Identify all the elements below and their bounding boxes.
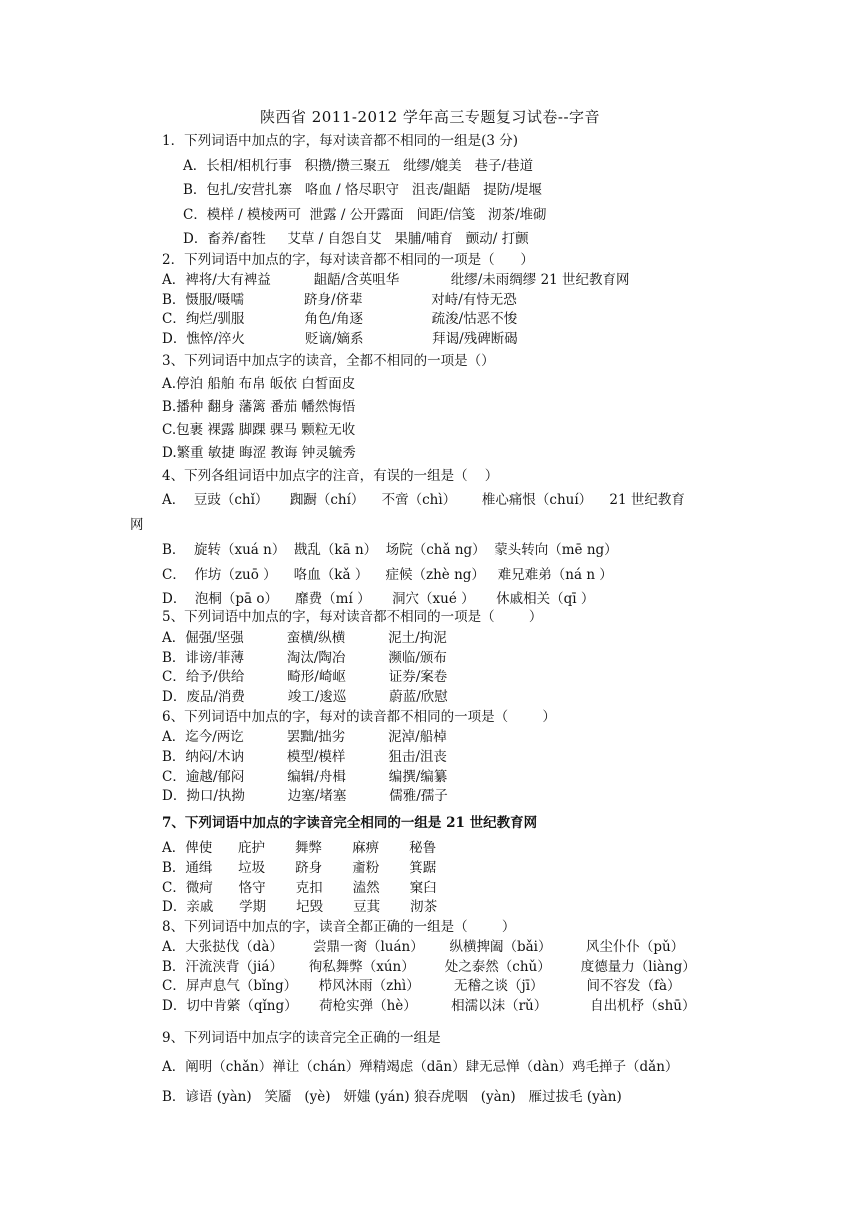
text-line: A．大张挞伐（dà） 尝鼎一脔（luán） 纵横捭阖（bǎi） 风尘仆仆（pǔ）	[162, 939, 685, 955]
text-line: 6、下列词语中加点的字，每对的读音都不相同的一项是（ ）	[162, 709, 556, 725]
text-line: A．俾使 庇护 舞弊 麻痹 秘鲁	[162, 840, 437, 856]
text-line: D．畜养/畜牲 艾草 / 自怨自艾 果脯/哺育 颤动/ 打颤	[183, 231, 529, 247]
text-line: B．通缉 垃圾 跻身 齑粉 箕踞	[162, 860, 437, 876]
text-line: B．汗流浃背（jiá） 徇私舞弊（xún） 处之泰然（chǔ） 度德量力（liàng）	[162, 959, 696, 975]
text-line: B．诽谤/菲薄 淘汰/陶冶 濒临/颁布	[162, 650, 447, 666]
text-line: D．切中肯綮（qǐng） 荷枪实弹（hè） 相濡以沫（rǔ） 自出机杼（shū）	[162, 998, 696, 1014]
text-line: B．慑服/嗫嚅 跻身/侪辈 对峙/有恃无恐	[162, 292, 517, 308]
text-line: A．裨将/大有裨益 龃龉/含英咀华 纰缪/未雨绸缪 21 世纪教育网	[162, 272, 630, 288]
text-line: C.包裹 裸露 脚踝 骒马 颗粒无收	[162, 422, 356, 438]
text-line: D.繁重 敏捷 晦涩 教诲 钟灵毓秀	[162, 445, 356, 461]
text-line: C．绚烂/驯服 角色/角逐 疏浚/怙恶不悛	[162, 311, 518, 327]
text-line: 2．下列词语中加点的字，每对读音都不相同的一项是（ ）	[162, 252, 534, 268]
text-line: 3、下列词语中加点字的读音，全都不相同的一项是（）	[162, 353, 495, 369]
text-line: C．模样 / 模棱两可 泄露 / 公开露面 间距/信笺 沏茶/堆砌	[183, 207, 547, 223]
text-line: B．纳闷/木讷 模型/模样 狙击/沮丧	[162, 749, 447, 765]
text-line: B．谚语 (yàn) 笑靥 (yè) 妍媸 (yán) 狼吞虎咽 (yàn) 雁过拔毛 (yàn)	[162, 1089, 622, 1105]
text-line: D．亲戚 学期 圮毁 豆萁 沏茶	[162, 899, 438, 915]
text-line: 网	[130, 517, 144, 533]
text-line: B． 旋转（xuá n） 戡乱（kā n） 场院（chǎ ng） 蒙头转向（mē ng）	[162, 542, 618, 558]
text-line: A．迄今/两讫 罢黜/拙劣 泥淖/船棹	[162, 729, 447, 745]
text-line: D． 泡桐（pā o） 靡费（mí ） 洞穴（xué ） 休戚相关（qī ）	[162, 591, 595, 607]
text-line: 5、下列词语中加点的字，每对读音都不相同的一项是（ ）	[162, 609, 543, 625]
text-line: 1．下列词语中加点的字，每对读音都不相同的一组是(3 分)	[162, 133, 519, 149]
text-line: B．包扎/安营扎寨 咯血 / 恪尽职守 沮丧/龃龉 提防/堤堰	[183, 182, 542, 198]
text-line: 8、下列词语中加点的字，读音全都正确的一组是（ ）	[162, 919, 516, 935]
text-line: A． 豆豉（chǐ） 踟蹰（chí） 不啻（chì） 椎心痛恨（chuí） 21 世纪教育	[162, 492, 685, 508]
text-line: B.播种 翻身 藩篱 番茄 幡然悔悟	[162, 399, 356, 415]
text-line: C．逾越/郁闷 编辑/舟楫 编撰/编纂	[162, 769, 448, 785]
text-line: A．长相/相机行事 积攒/攒三聚五 纰缪/媲美 巷子/巷道	[183, 158, 534, 174]
text-line: C．屏声息气（bǐng） 栉风沐雨（zhì） 无稽之谈（jī） 间不容发（fà）	[162, 978, 681, 994]
text-line: D．憔悴/淬火 贬谪/嫡系 拜谒/残碑断碣	[162, 331, 518, 347]
text-line: C． 作坊（zuō ） 咯血（kǎ ） 症候（zhè ng） 难兄难弟（ná n ）	[162, 567, 613, 583]
text-line: C．微疴 恪守 克扣 溘然 窠臼	[162, 880, 437, 896]
text-line: A.停泊 船舶 布帛 皈依 白皙面皮	[162, 376, 356, 392]
document-title: 陕西省 2011-2012 学年高三专题复习试卷--字音	[259, 108, 601, 126]
text-line: 7、下列词语中加点的字读音完全相同的一组是 21 世纪教育网	[162, 815, 538, 831]
text-line: C．给予/供给 畸形/崎岖 证券/案卷	[162, 669, 448, 685]
text-line: D．废品/消费 竣工/逡巡 蔚蓝/欣慰	[162, 689, 448, 705]
text-line: A．阐明（chǎn）禅让（chán）殚精竭虑（dān）肆无忌惮（dàn）鸡毛掸子（dǎn）	[162, 1059, 679, 1075]
text-line: A．倔强/坚强 蛮横/纵横 泥土/拘泥	[162, 630, 447, 646]
text-line: 4、下列各组词语中加点字的注音，有误的一组是（ ）	[162, 468, 499, 484]
text-line: D．拗口/执拗 边塞/堵塞 儒雅/孺子	[162, 788, 448, 804]
text-line: 9、下列词语中加点字的读音完全正确的一组是	[162, 1030, 441, 1046]
